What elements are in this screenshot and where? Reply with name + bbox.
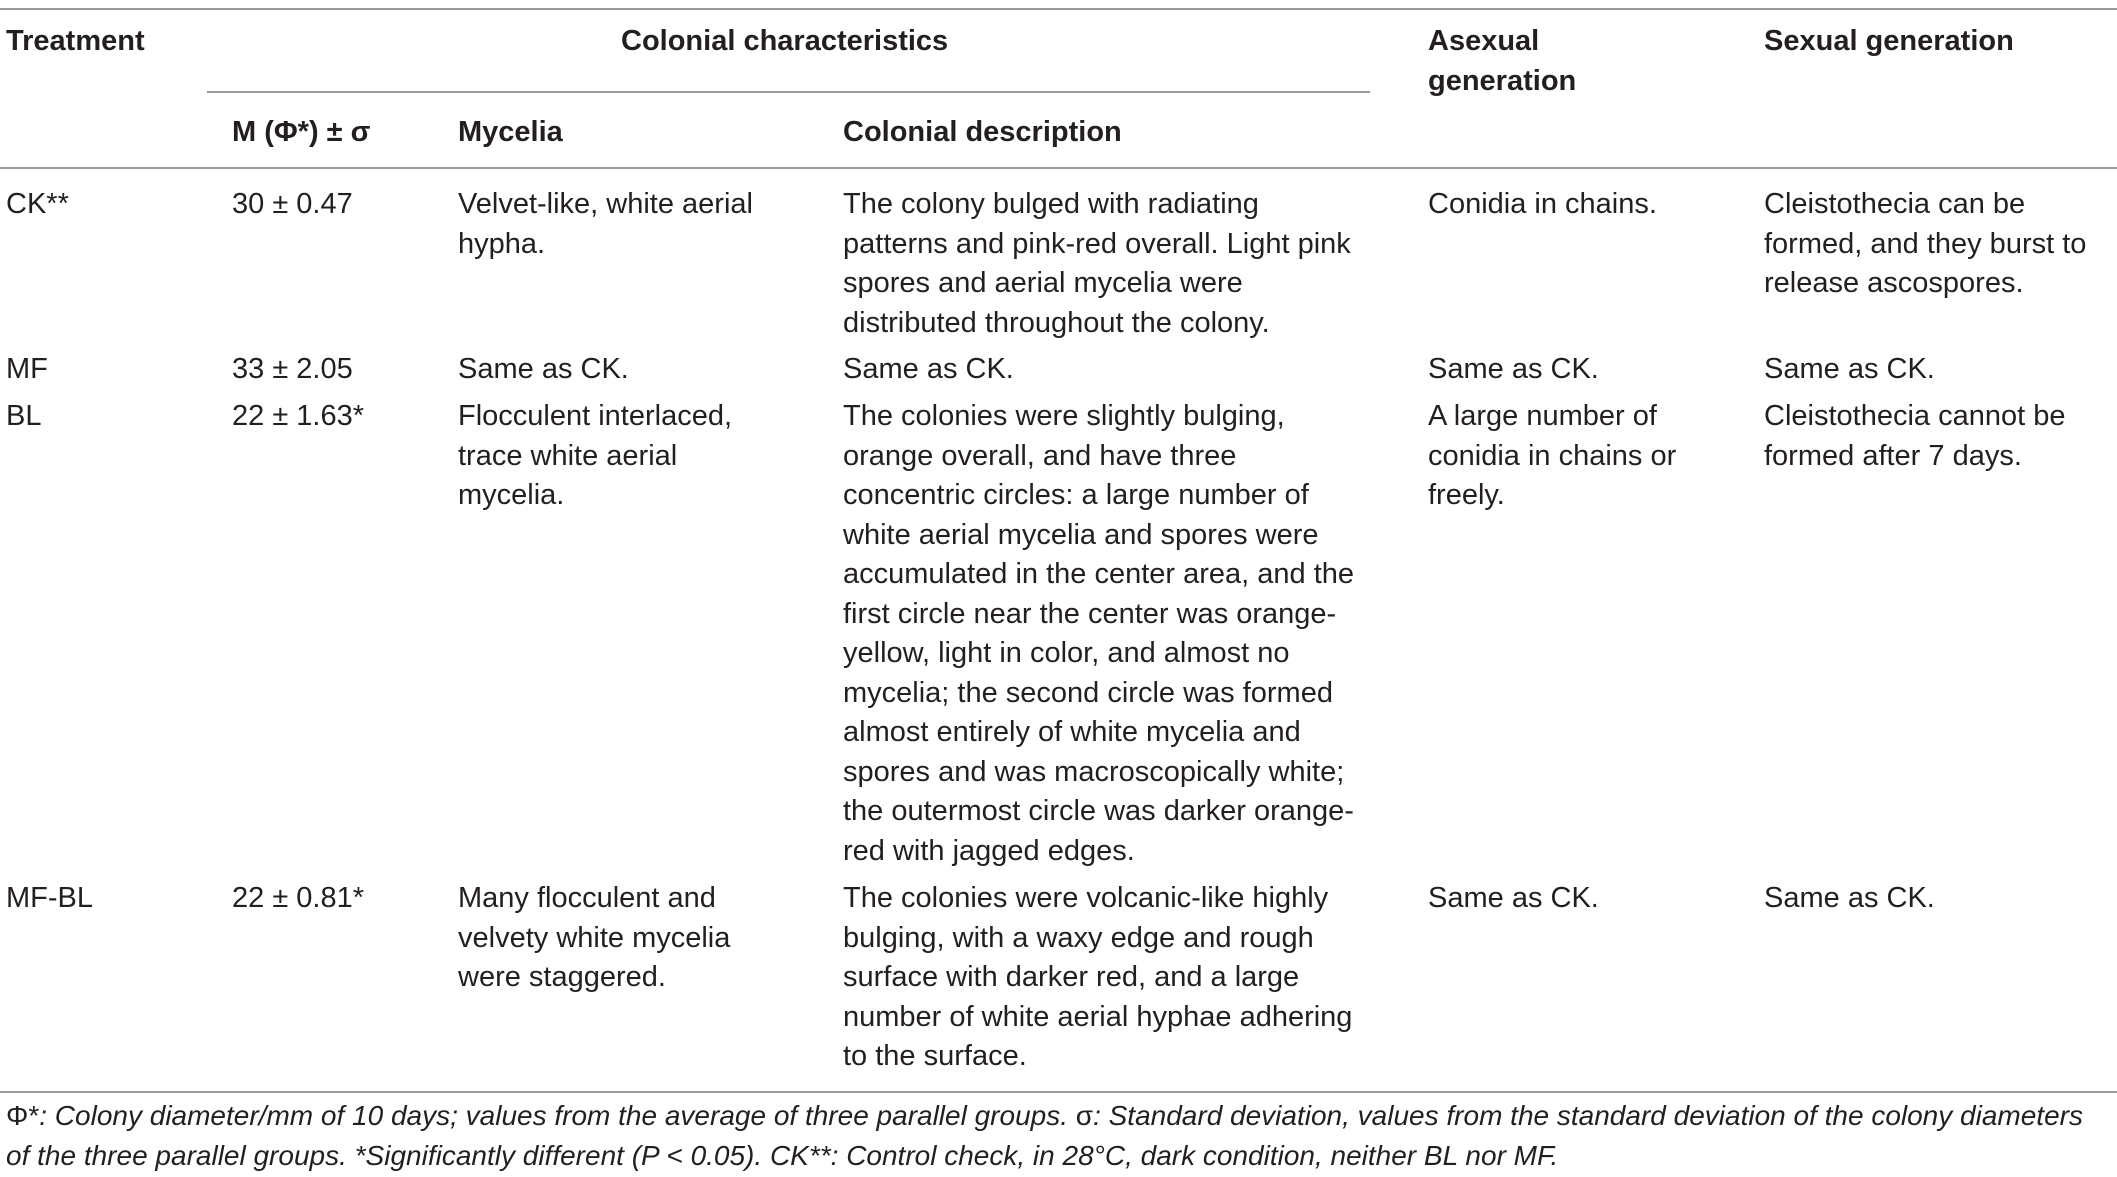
table-footnote [6, 1096, 2111, 1176]
row-bl-m: 22 ± 1.63* [232, 400, 365, 432]
header-treatment: Treatment [6, 25, 145, 57]
header-colonial-characteristics: Colonial characteristics [621, 25, 949, 57]
row-ck-mycelia: Velvet-like, white aerial hypha. [458, 188, 753, 260]
footnote-phi-symbol: Φ* [6, 1100, 40, 1131]
row-mfbl-asexual: Same as CK. [1428, 882, 1599, 914]
row-mf-sexual: Same as CK. [1764, 353, 1935, 385]
row-bl-asexual: A large number of conidia in chains or freely. [1428, 400, 1677, 511]
footnote-sigma-symbol: σ [1075, 1100, 1094, 1131]
row-mf-description: Same as CK. [843, 353, 1014, 385]
row-mf-mycelia: Same as CK. [458, 353, 629, 385]
footnote-sigma-text: : Standard deviation, values from the standard deviation of the colony diameters of the three parallel groups. *Significantly different (P < 0.05). CK**: Control check, in 28°C, dark condition, neither BL nor MF. [6, 1100, 2083, 1171]
row-bl-sexual: Cleistothecia cannot be formed after 7 days. [1764, 400, 2066, 472]
row-ck-sexual: Cleistothecia can be formed, and they burst to release ascospores. [1764, 188, 2087, 299]
row-ck-asexual: Conidia in chains. [1428, 188, 1657, 220]
row-ck-description: The colony bulged with radiating patterns and pink-red overall. Light pink spores and aerial mycelia were distributed throughout the colony. [843, 188, 1351, 339]
row-mf-asexual: Same as CK. [1428, 353, 1599, 385]
colonial-group-rule [207, 91, 1370, 93]
top-rule [0, 8, 2117, 10]
row-mfbl-treatment: MF-BL [6, 882, 93, 914]
row-ck-treatment: CK** [6, 188, 69, 220]
row-mf-m: 33 ± 2.05 [232, 353, 353, 385]
header-sexual-generation: Sexual generation [1764, 25, 2014, 57]
header-mycelia: Mycelia [458, 116, 563, 148]
row-bl-description: The colonies were slightly bulging, orange overall, and have three concentric circles: a large number of white aerial mycelia and spores were accumulated in the center area, and the first circle near the center was orange-yellow, light in color, and almost no mycelia; the second circle was formed almost entirely of white mycelia and spores and was macroscopically white; the outermost circle was darker orange-red with jagged edges. [843, 400, 1355, 867]
row-mfbl-description: The colonies were volcanic-like highly bulging, with a waxy edge and rough surface with darker red, and a large number of white aerial hyphae adhering to the surface. [843, 882, 1353, 1072]
footnote-phi-text: : Colony diameter/mm of 10 days; values from the average of three parallel groups. [39, 1100, 1068, 1131]
row-mfbl-mycelia: Many flocculent and velvety white mycelia were staggered. [458, 882, 731, 993]
row-bl-treatment: BL [6, 400, 42, 432]
header-m-phi-sigma: M (Φ*) ± σ [232, 116, 371, 148]
row-mf-treatment: MF [6, 353, 48, 385]
row-bl-mycelia: Flocculent interlaced, trace white aerial mycelia. [458, 400, 733, 511]
header-asexual-generation: Asexual generation [1428, 25, 1577, 97]
row-mfbl-m: 22 ± 0.81* [232, 882, 365, 914]
row-mfbl-sexual: Same as CK. [1764, 882, 1935, 914]
header-colonial-description: Colonial description [843, 116, 1122, 148]
header-bottom-rule [0, 167, 2117, 169]
row-ck-m: 30 ± 0.47 [232, 188, 353, 220]
body-bottom-rule [0, 1091, 2117, 1093]
